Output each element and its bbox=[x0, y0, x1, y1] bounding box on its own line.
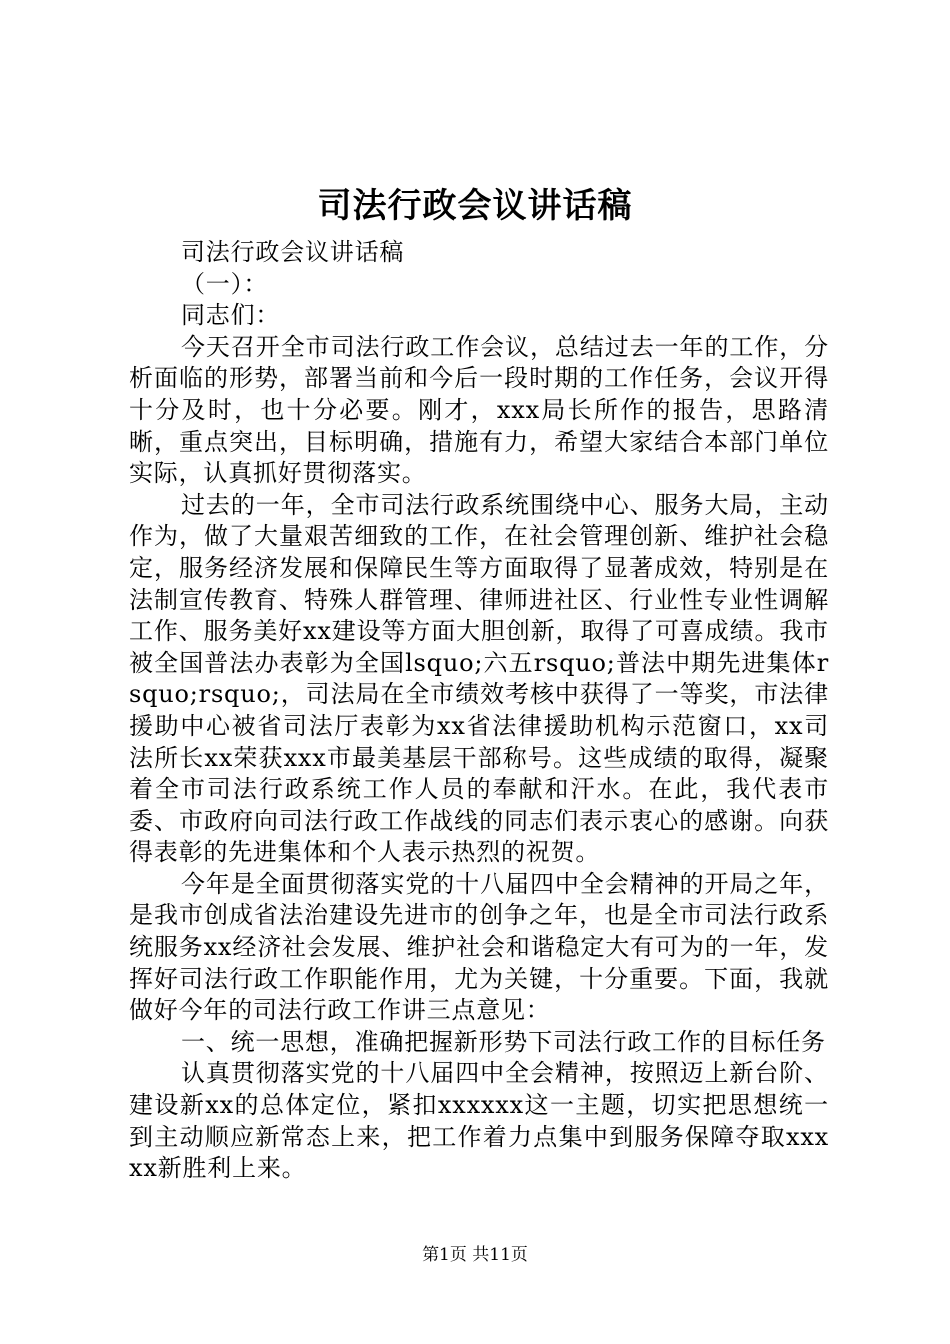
document-title: 司法行政会议讲话稿 bbox=[317, 186, 633, 226]
paragraph-subtitle: 司法行政会议讲话稿 bbox=[181, 238, 405, 266]
paragraph-salutation: 同志们： bbox=[181, 301, 281, 330]
document-body bbox=[129, 237, 829, 1185]
paragraph-opening: 今天召开全市司法行政工作会议，总结过去一年的工作，分析面临的形势，部署当前和今后一段时期的工作任务，会议开得十分及时，也十分必要。刚才，xxx局长所作的报告，思路清晰，重点突出，目标明确，措施有力，希望大家结合本部门单位实际，认真抓好贯彻落实。 bbox=[129, 332, 829, 488]
paragraph-heading-one: 一、统一思想，准确把握新形势下司法行政工作的目标任务 bbox=[181, 1027, 826, 1056]
paragraph-this-year: 今年是全面贯彻落实党的十八届四中全会精神的开局之年，是我市创成省法治建设先进市的创争之年，也是全市司法行政系统服务xx经济社会发展、维护社会和谐稳定大有可为的一年，发挥好司法行政工作职能作用，尤为关键，十分重要。下面，我就做好今年的司法行政工作讲三点意见： bbox=[129, 869, 829, 1025]
paragraph-section-marker: （一）： bbox=[181, 269, 269, 298]
page-number-footer: 第1页 共11页 bbox=[422, 1245, 528, 1265]
paragraph-review: 过去的一年，全市司法行政系统围绕中心、服务大局，主动作为，做了大量艰苦细致的工作，在社会管理创新、维护社会稳定，服务经济发展和保障民生等方面取得了显著成效，特别是在法制宣传教育、特殊人群管理、律师进社区、行业性专业性调解工作、服务美好xx建设等方面大胆创新，取得了可喜成绩。我市被全国普法办表彰为全国lsquo;六五rsquo;普法中期先进集体rsquo;rsquo;，司法局在全市绩效考核中获得了一等奖，市法律援助中心被省司法厅表彰为xx省法律援助机构示范窗口，xx司法所长xx荣获xxx市最美基层干部称号。这些成绩的取得，凝聚着全市司法行政系统工作人员的奉献和汗水。在此，我代表市委、市政府向司法行政工作战线的同志们表示衷心的感谢。向获得表彰的先进集体和个人表示热烈的祝贺。 bbox=[129, 490, 829, 867]
paragraph-implementation: 认真贯彻落实党的十八届四中全会精神，按照迈上新台阶、建设新xx的总体定位，紧扣xxxxxx这一主题，切实把思想统一到主动顺应新常态上来，把工作着力点集中到服务保障夺取xxxxx新胜利上来。 bbox=[129, 1059, 829, 1183]
